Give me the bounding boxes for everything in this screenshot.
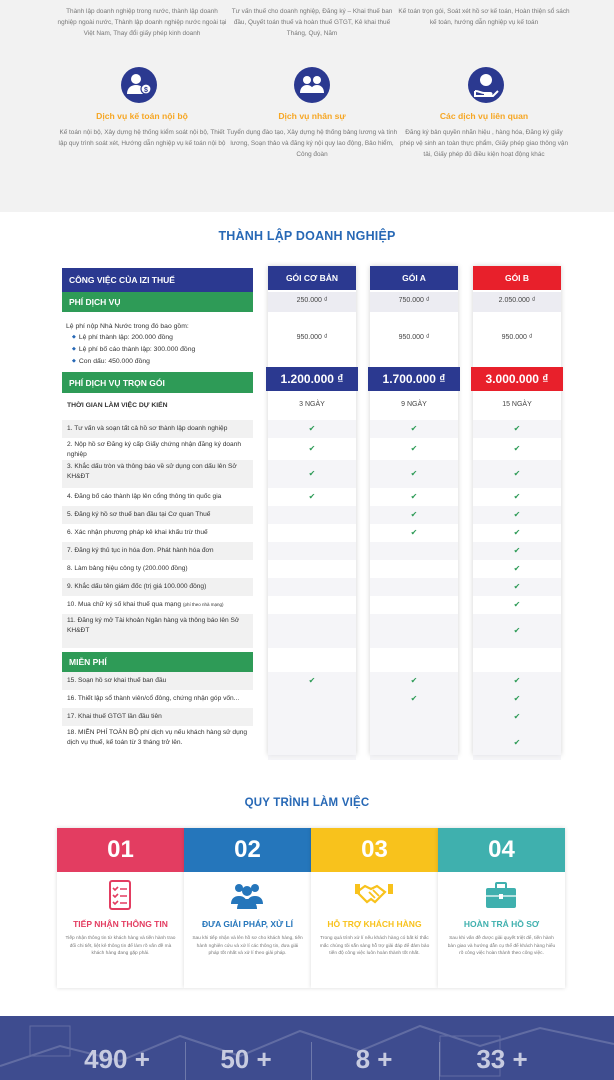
plan-total: 3.000.000 ₫ <box>471 367 563 391</box>
row-band <box>268 614 356 648</box>
task-label: 11. Đăng ký mở Tài khoản Ngân hàng và thông báo lên Sở KH&ĐT <box>67 617 240 634</box>
check-icon: ✔ <box>513 712 521 721</box>
process-step-3 <box>311 828 438 988</box>
check-icon: ✔ <box>513 676 521 685</box>
plan-time: 9 NGÀY <box>401 401 427 408</box>
step-title: HOÀN TRẢ HỒ SƠ <box>463 919 540 929</box>
check-icon: ✔ <box>513 738 521 747</box>
task-row <box>62 600 253 610</box>
service-title-2: Dịch vụ nhân sự <box>278 111 346 121</box>
stat-value: 8 + <box>355 1044 393 1074</box>
process-step-1 <box>57 828 184 988</box>
check-icon: ✔ <box>308 676 316 685</box>
task-label: 5. Đăng ký hồ sơ thuế ban đầu tại Cơ quan Thuế <box>67 511 211 518</box>
row-band <box>268 578 356 596</box>
step-desc: Sau khi vấn đề được giải quyết triệt để, tiến hành bàn giao và hướng dẫn cụ thể để khách hàng hiểu rõ công việc hoàn thành theo công việc. <box>447 936 556 956</box>
plan-total: 1.200.000 ₫ <box>266 367 358 391</box>
fee-note-item: ◆ Lệ phí bố cáo thành lập: 300.000 đồng <box>66 344 253 356</box>
check-icon: ✔ <box>410 424 418 433</box>
divider <box>439 1042 440 1080</box>
check-icon: ✔ <box>513 694 521 703</box>
step-number: 04 <box>438 828 565 872</box>
check-icon: ✔ <box>513 564 521 573</box>
free-label: MIỄN PHÍ <box>62 652 253 672</box>
task-label: 10. Mua chữ ký số khai thuế qua mạng <box>67 601 182 608</box>
task-row <box>62 564 253 574</box>
check-icon: ✔ <box>513 626 521 635</box>
step-desc: Tiếp nhận thông tin từ khách hàng và tiến hành trao đổi chi tiết, liệt kê thông tin để làm rõ vấn đề mà khách hàng đang gặp phải. <box>65 936 176 956</box>
check-icon: ✔ <box>513 510 521 519</box>
plan-fee: 2.050.000 ₫ <box>498 297 536 304</box>
task-label: 15. Soạn hồ sơ khai thuế ban đầu <box>67 677 167 684</box>
step-number: 01 <box>57 828 184 872</box>
stats-band <box>0 1016 614 1080</box>
row-band <box>370 542 458 560</box>
check-icon: ✔ <box>513 546 521 555</box>
package-label: PHÍ DỊCH VỤ TRỌN GÓI <box>62 372 253 393</box>
task-row <box>62 712 253 722</box>
fee-note-title: Lệ phí nộp Nhà Nước trong đó bao gồm: <box>66 323 189 330</box>
plan-state-fee: 950.000 ₫ <box>501 334 533 341</box>
time-label: THỜI GIAN LÀM VIỆC DỰ KIẾN <box>67 402 168 409</box>
task-label: 9. Khắc dấu tên giám đốc (trị giá 100.000 đồng) <box>67 583 207 590</box>
plan-state-fee: 950.000 ₫ <box>296 334 328 341</box>
row-band <box>268 690 356 708</box>
task-row <box>62 510 253 520</box>
plan-state-fee: 950.000 ₫ <box>398 334 430 341</box>
check-icon: ✔ <box>513 582 521 591</box>
team-icon <box>294 67 330 103</box>
task-row <box>62 728 253 748</box>
plan-time: 15 NGÀY <box>502 401 532 408</box>
check-icon: ✔ <box>410 492 418 501</box>
process-step-2 <box>184 828 311 988</box>
task-row <box>62 424 253 434</box>
check-icon: ✔ <box>513 444 521 453</box>
check-icon: ✔ <box>513 469 521 478</box>
svg-text:$: $ <box>144 87 148 94</box>
check-icon: ✔ <box>410 694 418 703</box>
task-row <box>62 440 253 460</box>
plan-column-basic <box>268 266 356 755</box>
check-icon: ✔ <box>410 469 418 478</box>
task-label: 16. Thiết lập sổ thành viên/cổ đông, chứng nhận góp vốn... <box>67 695 240 702</box>
task-label: 8. Làm bảng hiệu công ty (200.000 đồng) <box>67 565 188 572</box>
pricing-table <box>62 266 560 766</box>
service-title-3: Các dịch vụ liên quan <box>439 111 529 121</box>
step-desc: Trong quá trình xử lí nếu khách hàng có bất kì thắc mắc chúng tôi sẵn sàng hỗ trợ giải đáp để đảm bảo tiến độ công việc luôn hoàn thành tốt nhất. <box>319 936 430 956</box>
task-row <box>62 462 253 482</box>
task-label: 6. Xác nhận phương pháp kê khai khấu trừ thuế <box>67 529 208 536</box>
check-icon: ✔ <box>308 424 316 433</box>
checklist-icon <box>101 880 139 910</box>
service-desc-3: Đăng ký bản quyền nhãn hiệu , hàng hóa, Đăng ký giấy phép vệ sinh an toàn thực phẩm, Giấy phép giao thông vận tải, Giấy phép đủ điều kiện hoạt động khác <box>399 129 569 158</box>
plan-name: GÓI CƠ BẢN <box>268 266 356 290</box>
check-icon: ✔ <box>513 528 521 537</box>
service-desc-1: Kế toán nội bộ, Xây dựng hệ thống kiểm soát nội bộ, Thiết lập quy trình soát xét, Hướng dẫn nghiệp vụ kế toán nội bộ <box>58 129 226 147</box>
service-title-1: Dịch vụ kế toán nội bộ <box>96 111 188 121</box>
check-icon: ✔ <box>410 676 418 685</box>
stat-value: 490 + <box>84 1044 150 1074</box>
check-icon: ✔ <box>308 444 316 453</box>
column-title: CÔNG VIỆC CỦA IZI THUẾ <box>62 268 253 292</box>
handshake-icon <box>355 880 393 910</box>
step-title: TIẾP NHẬN THÔNG TIN <box>73 919 168 929</box>
row-band <box>370 708 458 726</box>
pricing-title: THÀNH LẬP DOANH NGHIỆP <box>218 229 396 243</box>
check-icon: ✔ <box>410 510 418 519</box>
task-label: 18. MIỄN PHÍ TOÀN BỘ phí dịch vụ nếu khách hàng sử dụng dịch vụ thuế, kế toán từ 3 tháng trở lên. <box>67 729 248 746</box>
task-label: 1. Tư vấn và soạn tất cả hồ sơ thành lập doanh nghiệp <box>67 425 228 432</box>
task-row <box>62 694 253 704</box>
plan-column-b <box>473 266 561 755</box>
check-icon: ✔ <box>308 492 316 501</box>
stat-value: 50 + <box>220 1044 272 1074</box>
row-band <box>268 542 356 560</box>
row-band <box>268 506 356 524</box>
plan-name: GÓI A <box>370 266 458 290</box>
plan-fee: 250.000 ₫ <box>296 297 328 304</box>
process-title: QUY TRÌNH LÀM VIỆC <box>244 797 370 809</box>
services-section <box>0 0 614 212</box>
stat-value: 33 + <box>476 1044 528 1074</box>
service-desc-2: Tuyển dụng đào tạo, Xây dựng hệ thống bảng lương và tính lương, Soạn thảo và đăng ký nội quy lao động, Bảo hiểm, Công đoàn <box>226 129 398 158</box>
task-row <box>62 492 253 502</box>
task-label: 2. Nộp hồ sơ Đăng ký cấp Giấy chứng nhận đăng ký doanh nghiệp <box>67 441 242 458</box>
row-band <box>268 726 356 760</box>
row-band <box>268 708 356 726</box>
hand-service-icon <box>468 67 504 103</box>
service-text-2: Tư vấn thuế cho doanh nghiệp, Đăng ký – Khai thuế ban đầu, Quyết toán thuế và hoàn thuế GTGT, Kê khai thuế Tháng, Quý, Năm <box>231 8 393 37</box>
check-icon: ✔ <box>308 469 316 478</box>
team-icon <box>228 880 266 910</box>
step-title: ĐƯA GIẢI PHÁP, XỬ LÍ <box>201 919 294 929</box>
step-number: 02 <box>184 828 311 872</box>
task-label: 7. Đăng ký thủ tục in hóa đơn. Phát hành hóa đơn <box>67 547 214 554</box>
check-icon: ✔ <box>513 492 521 501</box>
step-number: 03 <box>311 828 438 872</box>
check-icon: ✔ <box>410 528 418 537</box>
task-row <box>62 528 253 538</box>
row-band <box>370 578 458 596</box>
task-row <box>62 546 253 556</box>
task-row <box>62 582 253 592</box>
service-text-1: Thành lập doanh nghiệp trong nước, thành lập doanh nghiệp ngoài nước, Thành lập doanh nghiệp nước ngoài tại Việt Nam, Thay đổi giấy phép kinh doanh <box>57 8 227 37</box>
accountant-icon <box>121 67 157 103</box>
step-title: HỖ TRỢ KHÁCH HÀNG <box>327 919 422 929</box>
plan-column-a <box>370 266 458 755</box>
briefcase-icon <box>482 880 520 910</box>
plan-total: 1.700.000 ₫ <box>368 367 460 391</box>
task-row <box>62 616 253 636</box>
plan-fee: 750.000 ₫ <box>398 297 430 304</box>
task-label: 3. Khắc dấu tròn và thông báo về sử dụng con dấu lên Sở KH&ĐT <box>67 463 237 480</box>
task-label: 17. Khai thuế GTGT lần đầu tiên <box>67 713 162 720</box>
row-band <box>370 614 458 648</box>
row-band <box>370 726 458 760</box>
divider <box>311 1042 312 1080</box>
fee-note-item: ◆ Lệ phí thành lập: 200.000 đồng <box>66 332 253 344</box>
plan-time: 3 NGÀY <box>299 401 325 408</box>
service-text-3: Kế toán trọn gói, Soát xét hồ sơ kế toán, Hoàn thiện sổ sách kế toán, hướng dẫn nghiệp vụ kế toán <box>398 8 570 26</box>
task-note: (phí theo nhà mạng) <box>183 602 224 607</box>
fee-label: PHÍ DỊCH VỤ <box>62 292 253 312</box>
process-step-4 <box>438 828 565 988</box>
plan-name: GÓI B <box>473 266 561 290</box>
fee-note-item: ◆ Con dấu: 450.000 đồng <box>66 356 253 368</box>
check-icon: ✔ <box>513 424 521 433</box>
check-icon: ✔ <box>513 600 521 609</box>
task-row <box>62 676 253 686</box>
task-label: 4. Đăng bố cáo thành lập lên cổng thông tin quốc gia <box>67 493 222 500</box>
step-desc: Sau khi tiếp nhận và lên hồ sơ cho khách hàng, tiến hành nghiên cứu và xử lí các thông tin, đưa giải pháp tốt nhất và xử lí theo giải pháp. <box>192 936 303 956</box>
fee-note <box>62 321 253 368</box>
check-icon: ✔ <box>410 444 418 453</box>
